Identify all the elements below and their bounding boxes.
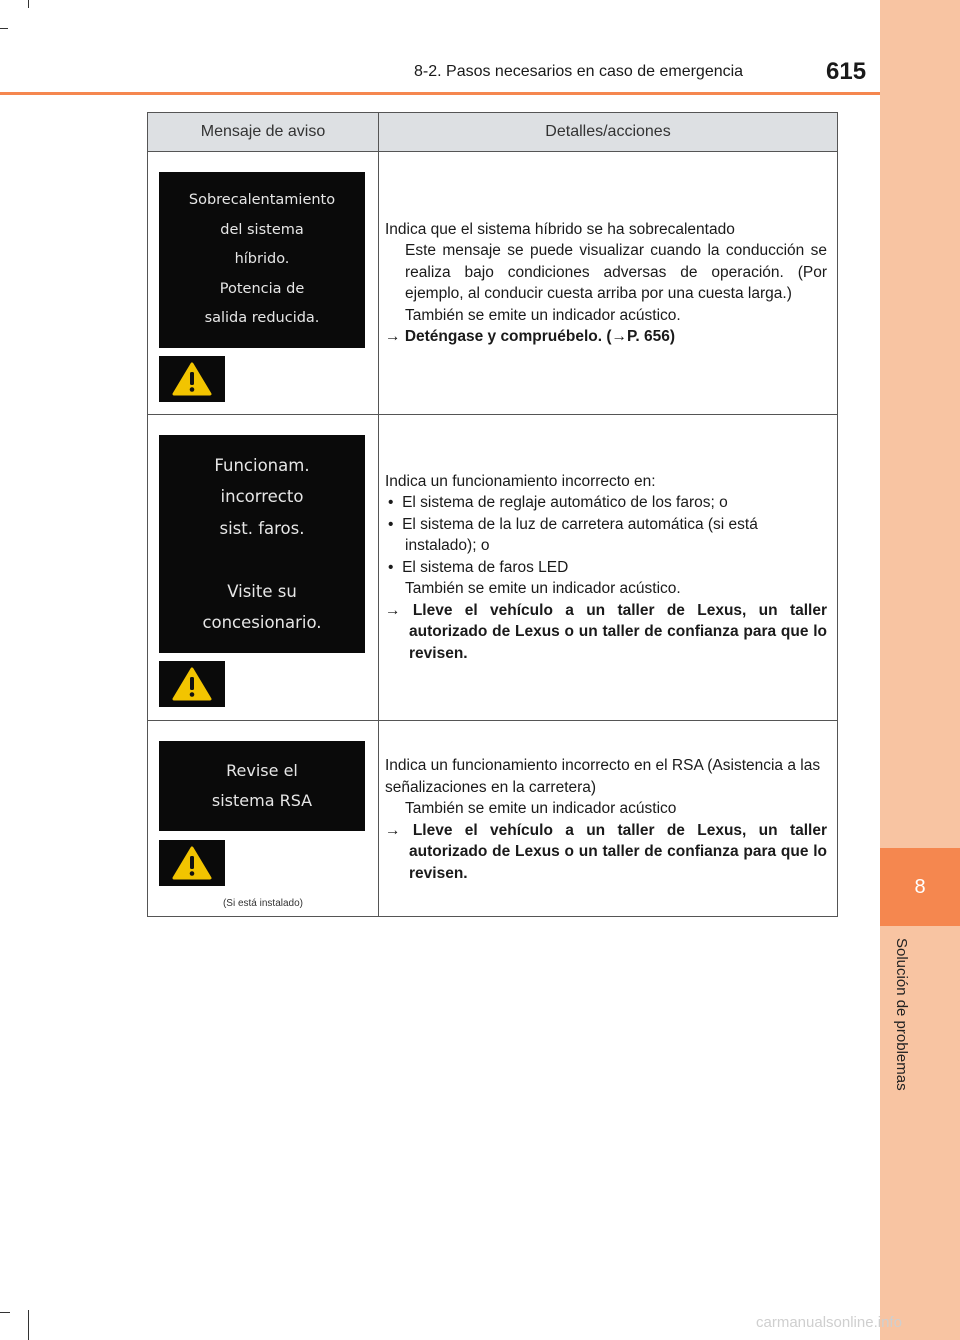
- screen-line: sistema RSA: [211, 791, 313, 810]
- screen-line: [159, 544, 365, 576]
- arrow-icon: →: [385, 601, 401, 619]
- arrow-icon: →: [385, 821, 401, 839]
- screen-line: del sistema: [220, 221, 304, 238]
- screen-line: Potencia de: [219, 280, 305, 297]
- table-row: [148, 415, 838, 721]
- chapter-label: Solución de problemas: [893, 938, 910, 1091]
- display-screen: [159, 741, 365, 831]
- list-item: • El sistema de la luz de carretera automática (si está instalado); o: [388, 515, 758, 555]
- page-reference: P. 656): [627, 328, 676, 345]
- screen-line: Sobrecalentamiento: [188, 192, 336, 209]
- details-cell: [379, 152, 838, 415]
- table-row: [148, 152, 838, 415]
- list-item: • El sistema de reglaje automático de los faros; o: [388, 494, 728, 512]
- watermark: carmanualsonline.info: [756, 1314, 902, 1331]
- bullet-icon: •: [388, 515, 394, 533]
- crop-mark: [28, 0, 29, 8]
- chapter-number: 8: [880, 848, 960, 926]
- message-cell: [148, 152, 379, 415]
- page-number: 615: [826, 58, 867, 85]
- warning-icon: [159, 840, 225, 886]
- display-screen: [159, 172, 365, 348]
- col-header-message: Mensaje de aviso: [148, 113, 379, 152]
- screen-line: Funcionam.: [214, 455, 310, 475]
- detail-text: Indica que el sistema híbrido se ha sobrecalentado: [385, 220, 735, 238]
- action-text: → Lleve el vehículo a un taller de Lexus, un taller autorizado de Lexus o un taller de confianza para que lo revisen.: [385, 821, 827, 882]
- bullet-icon: •: [388, 494, 394, 512]
- detail-text: Indica un funcionamiento incorrecto en:: [385, 472, 656, 490]
- details-cell: [379, 721, 838, 917]
- message-cell: [148, 721, 379, 917]
- crop-mark: [28, 1310, 29, 1340]
- table-header-row: [148, 113, 838, 152]
- header-rule: [0, 92, 880, 95]
- screen-line: salida reducida.: [204, 310, 320, 327]
- list-item: • El sistema de faros LED: [388, 558, 569, 576]
- bullet-icon: •: [388, 558, 394, 576]
- warning-table: [147, 112, 838, 917]
- detail-text: También se emite un indicador acústico.: [405, 306, 681, 324]
- action-text: → Lleve el vehículo a un taller de Lexus, un taller autorizado de Lexus o un taller de confianza para que lo revisen.: [385, 601, 827, 662]
- details-cell: [379, 415, 838, 721]
- arrow-icon: →: [385, 328, 401, 345]
- side-tab: [880, 0, 960, 1340]
- installed-note: (Si está instalado): [222, 898, 304, 909]
- screen-line: incorrecto: [220, 487, 304, 506]
- display-screen: [159, 435, 365, 653]
- crop-mark: [0, 28, 8, 29]
- arrow-icon: →: [611, 328, 628, 345]
- screen-line: Visite su: [227, 581, 297, 601]
- detail-text: Indica un funcionamiento incorrecto en el RSA (Asistencia a las señalizaciones en la carretera): [385, 757, 821, 796]
- warning-icon: [159, 356, 225, 402]
- section-title: 8-2. Pasos necesarios en caso de emergencia: [414, 63, 744, 80]
- action-text: → Deténgase y compruébelo. (→P. 656): [385, 328, 676, 345]
- detail-text: También se emite un indicador acústico.: [405, 580, 681, 598]
- col-header-details: Detalles/acciones: [379, 113, 838, 152]
- screen-line: híbrido.: [234, 251, 290, 268]
- detail-text: Este mensaje se puede visualizar cuando la conducción se realiza bajo condiciones adversas de operación. (Por ejemplo, al conducir cuesta arriba por una cuesta larga.): [405, 242, 827, 302]
- table-row: [148, 721, 838, 917]
- screen-line: Revise el: [226, 761, 298, 780]
- detail-text: También se emite un indicador acústico: [405, 800, 677, 817]
- warning-icon: [159, 661, 225, 707]
- screen-line: concesionario.: [202, 613, 322, 632]
- screen-line: sist. faros.: [219, 518, 305, 538]
- message-cell: [148, 415, 379, 721]
- crop-mark: [0, 1312, 10, 1313]
